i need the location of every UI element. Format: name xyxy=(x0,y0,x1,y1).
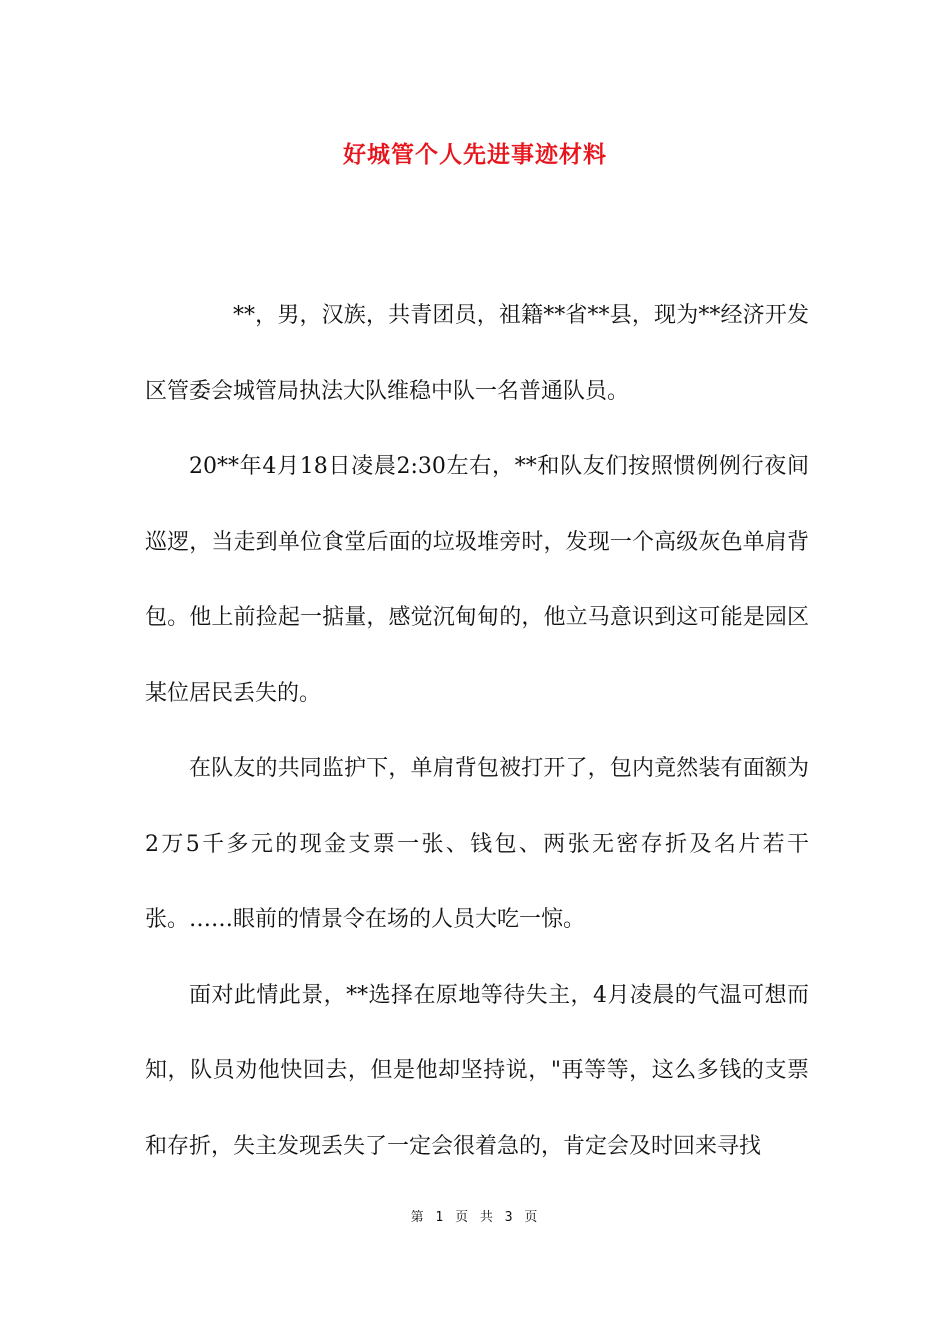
document-body xyxy=(145,278,809,1184)
paragraph-4: 面对此情此景，**选择在原地等待失主，4月凌晨的气温可想而知，队员劝他快回去，但是他却坚持说，"再等等，这么多钱的支票和存折，失主发现丢失了一定会很着急的，肯定会及时回来寻找 xyxy=(145,982,809,1159)
document-title: 好城管个人先进事迹材料 xyxy=(343,141,607,168)
page-footer: 第 1 页 共 3 页 xyxy=(410,1210,540,1225)
paragraph-3: 在队友的共同监护下，单肩背包被打开了，包内竟然装有面额为2万5千多元的现金支票一张、钱包、两张无密存折及名片若干张。……眼前的情景令在场的人员大吃一惊。 xyxy=(145,756,809,932)
paragraph-2: 20**年4月18日凌晨2:30左右，**和队友们按照惯例例行夜间巡逻，当走到单位食堂后面的垃圾堆旁时，发现一个高级灰色单肩背包。他上前捡起一掂量，感觉沉甸甸的，他立马意识到这可能是园区某位居民丢失的。 xyxy=(145,454,809,706)
paragraph-1: **，男，汉族，共青团员，祖籍**省**县，现为**经济开发区管委会城管局执法大队维稳中队一名普通队员。 xyxy=(145,303,809,404)
